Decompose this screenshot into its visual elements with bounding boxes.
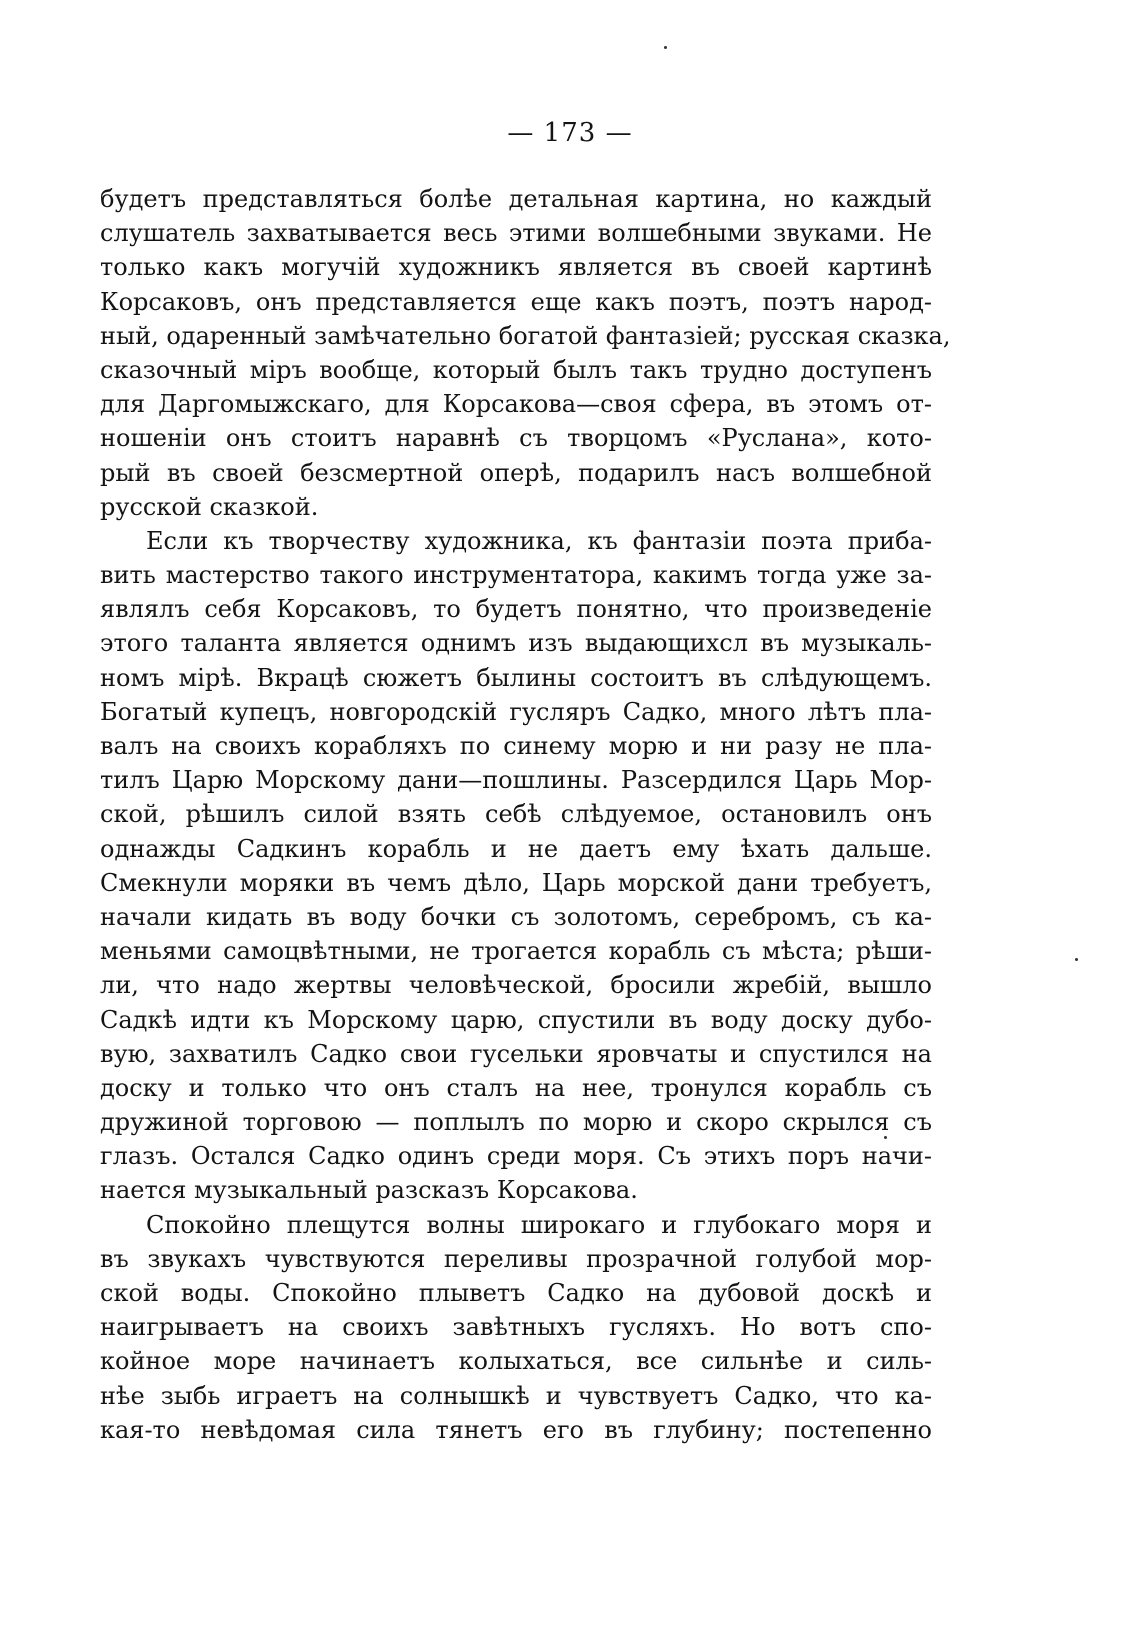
text-line: будетъ представляться болѣе детальная картина, но каждый xyxy=(100,185,932,213)
text-line: наигрываетъ на своихъ завѣтныхъ гусляхъ. Но вотъ спо- xyxy=(100,1313,932,1342)
text-line: для Даргомыжскаго, для Корсакова—своя сфера, въ этомъ от- xyxy=(100,390,932,419)
text-line: этого таланта является однимъ изъ выдающихсл въ музыкаль- xyxy=(100,629,932,658)
text-line: ный, одаренный замѣчательно богатой фантазіей; русская сказка, xyxy=(100,321,951,350)
text-line: ли, что надо жертвы человѣческой, бросили жребій, вышло xyxy=(100,971,932,1000)
text-line: русской сказкой. xyxy=(100,492,319,521)
text-line: доску и только что онъ сталъ на нее, тронулся корабль съ xyxy=(100,1073,932,1102)
paragraph xyxy=(100,1208,932,1447)
text-line: только какъ могучій художникъ является въ своей картинѣ xyxy=(100,253,932,282)
text-line: слушатель захватывается весь этими волшебными звуками. Не xyxy=(100,219,932,248)
text-line: нается музыкальный разсказъ Корсакова. xyxy=(100,1176,638,1205)
text-line: Спокойно плещутся волны широкаго и глубокаго моря и xyxy=(146,1210,932,1239)
text-line: въ звукахъ чувствуются переливы прозрачной голубой мор- xyxy=(100,1244,932,1273)
text-line: однажды Садкинъ корабль и не даетъ ему ѣхать дальше. xyxy=(100,834,932,863)
page-number: — 173 — xyxy=(507,118,633,148)
text-line: нѣе зыбь играетъ на солнышкѣ и чувствуетъ Садко, что ка- xyxy=(100,1381,932,1410)
paragraph xyxy=(100,182,951,524)
text-line: ношеніи онъ стоитъ наравнѣ съ творцомъ «Руслана», кото- xyxy=(100,424,932,453)
text-line: ской воды. Спокойно плыветъ Садко на дубовой доскѣ и xyxy=(100,1279,932,1307)
print-speck xyxy=(884,1136,887,1139)
text-body xyxy=(100,182,951,1447)
text-line: номъ мірѣ. Вкрацѣ сюжетъ былины состоитъ въ слѣдующемъ. xyxy=(100,663,932,692)
text-line: дружиной торговою — поплылъ по морю и скоро скрылся съ xyxy=(100,1108,932,1137)
print-speck xyxy=(664,46,667,49)
text-line: вую, захватилъ Садко свои гусельки яровчаты и спустился на xyxy=(100,1039,932,1068)
text-line: тилъ Царю Морскому дани—пошлины. Разсердился Царь Мор- xyxy=(100,766,932,795)
print-speck xyxy=(1075,958,1078,961)
text-line: рый въ своей безсмертной оперѣ, подарилъ насъ волшебной xyxy=(100,458,932,487)
text-line: Если къ творчеству художника, къ фантазіи поэта приба- xyxy=(146,526,932,555)
text-line: ской, рѣшилъ силой взять себѣ слѣдуемое, остановилъ онъ xyxy=(100,800,932,829)
text-line: Смекнули моряки въ чемъ дѣло, Царь морской дани требуетъ, xyxy=(100,868,932,897)
text-line: кая-то невѣдомая сила тянетъ его въ глубину; постепенно xyxy=(100,1415,932,1444)
text-line: являлъ себя Корсаковъ, то будетъ понятно, что произведеніе xyxy=(100,595,932,624)
text-line: глазъ. Остался Садко одинъ среди моря. Съ этихъ поръ начи- xyxy=(100,1142,932,1171)
text-line: сказочный міръ вообще, который былъ такъ трудно доступенъ xyxy=(100,355,932,384)
text-line: вить мастерство такого инструментатора, какимъ тогда уже за- xyxy=(100,561,932,590)
text-line: Садкѣ идти къ Морскому царю, спустили въ воду доску дубо- xyxy=(100,1005,932,1034)
text-line: койное море начинаетъ колыхаться, все сильнѣе и силь- xyxy=(100,1347,932,1376)
text-line: начали кидать въ воду бочки съ золотомъ, серебромъ, съ ка- xyxy=(100,902,932,931)
paragraph xyxy=(100,524,932,1208)
text-line: валъ на своихъ корабляхъ по синему морю и ни разу не пла- xyxy=(100,732,932,760)
text-line: Богатый купецъ, новгородскій гусляръ Садко, много лѣтъ пла- xyxy=(100,697,932,726)
text-line: Корсаковъ, онъ представляется еще какъ поэтъ, поэтъ народ- xyxy=(100,287,932,316)
text-line: меньями самоцвѣтными, не трогается корабль съ мѣста; рѣши- xyxy=(100,937,932,966)
